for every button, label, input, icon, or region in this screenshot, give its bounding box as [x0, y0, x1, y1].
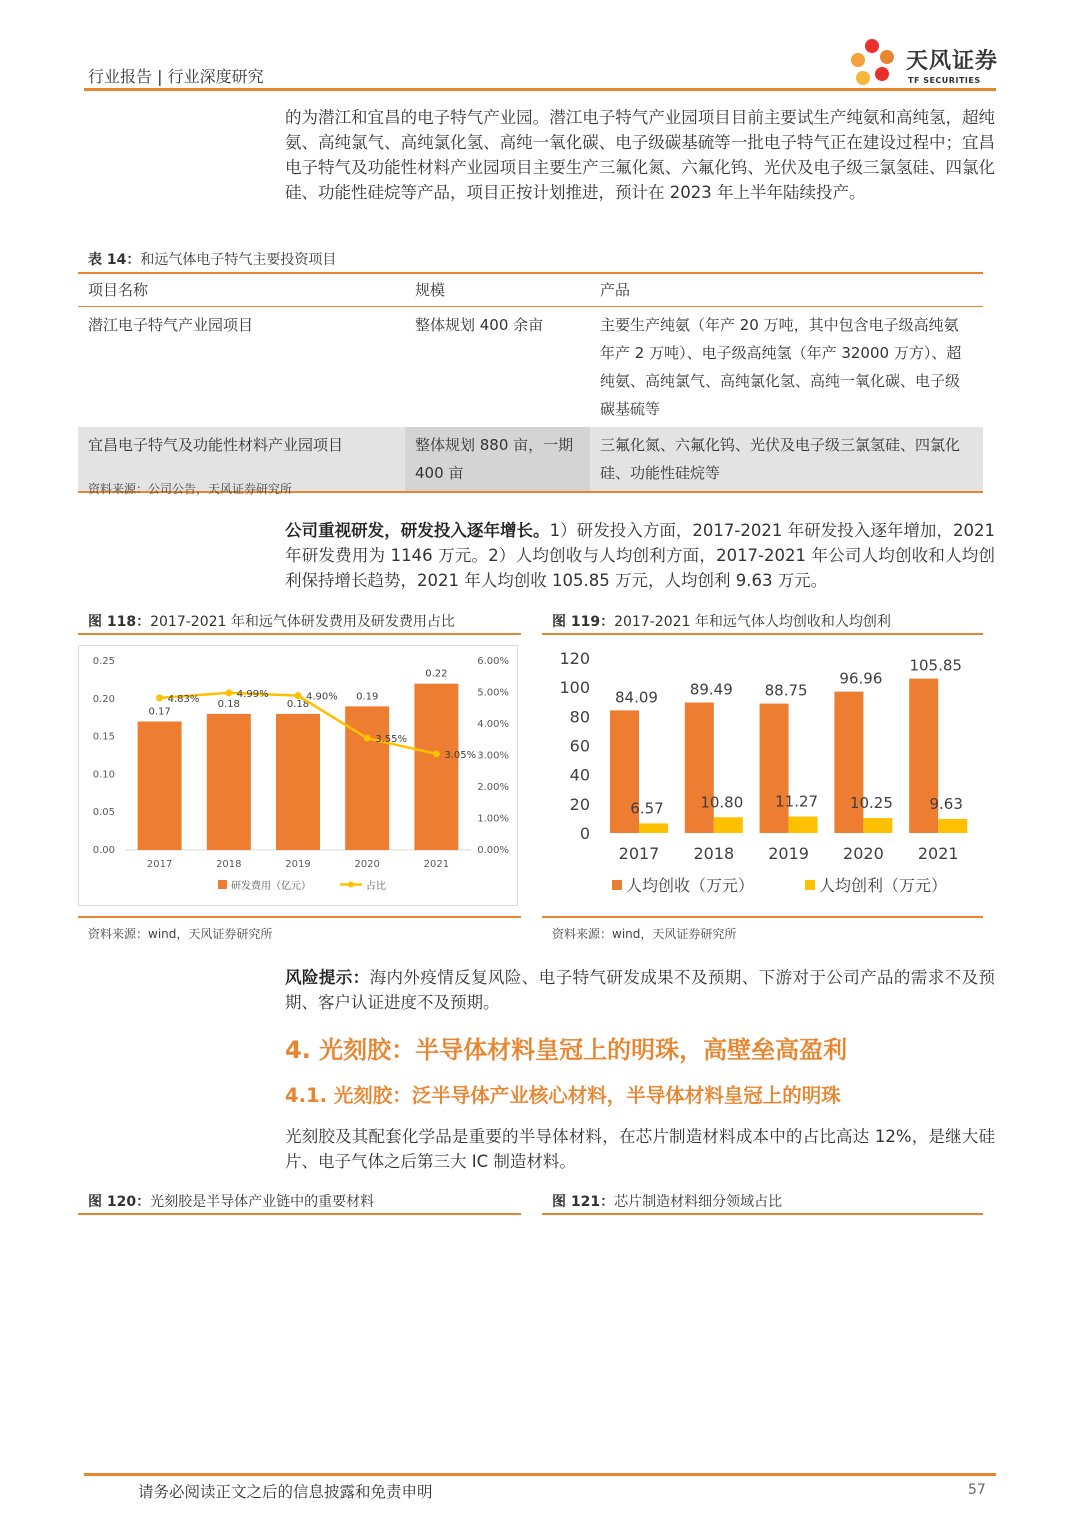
x-axis-tick: 2019 — [768, 844, 809, 863]
fig118-caption — [88, 611, 455, 631]
bar-value-label: 0.22 — [425, 668, 448, 680]
fig119-source: 资料来源：wind，天风证券研究所 — [552, 927, 737, 941]
bar-value-label: 0.17 — [148, 706, 171, 718]
x-axis-tick: 2018 — [216, 859, 242, 870]
fig121-caption-text: 芯片制造材料细分领域占比 — [614, 1194, 783, 1210]
table14-caption — [88, 249, 336, 269]
table-cell: 整体规划 880 亩，一期 400 亩 — [405, 427, 590, 492]
legend-revenue-swatch — [612, 880, 622, 890]
right-axis-tick: 6.00% — [477, 656, 509, 667]
section-heading-4: 4. 光刻胶：半导体材料皇冠上的明珠，高壁垒高盈利 — [285, 1036, 848, 1064]
fig118-bottom-rule — [78, 916, 521, 918]
fig118-caption-label: 图 118： — [88, 614, 151, 630]
fig118-rule — [78, 633, 521, 635]
ratio-value-label: 4.99% — [236, 688, 269, 700]
ratio-value-label: 3.05% — [444, 749, 477, 761]
revenue-value-label: 105.85 — [909, 656, 962, 675]
legend-bar-swatch — [218, 880, 227, 889]
bar-value-label: 0.18 — [217, 698, 240, 710]
profit-value-label: 10.80 — [700, 793, 744, 812]
header-breadcrumb: 行业报告 | 行业深度研究 — [88, 67, 264, 86]
legend-line-label: 占比 — [366, 881, 386, 892]
left-axis-tick: 0.25 — [92, 656, 115, 667]
x-axis-tick: 2020 — [843, 844, 884, 863]
profit-bar — [714, 817, 743, 833]
x-axis-tick: 2021 — [423, 859, 450, 870]
fig119-caption-label: 图 119： — [552, 614, 615, 630]
profit-bar — [938, 819, 967, 833]
bar-value-label: 0.18 — [286, 698, 310, 710]
table14-caption-label: 表 14： — [88, 252, 141, 268]
x-axis-tick: 2020 — [354, 859, 380, 870]
right-axis-tick: 2.00% — [477, 782, 509, 793]
per-capita-chart — [542, 645, 982, 910]
fig121-rule — [542, 1213, 983, 1215]
x-axis-tick: 2017 — [146, 859, 173, 870]
ratio-point — [364, 735, 371, 742]
fig119-caption-text: 2017-2021 年和远气体人均创收和人均创利 — [614, 614, 891, 630]
logo-english-name: TF SECURITIES — [908, 76, 981, 85]
ratio-point — [433, 750, 440, 757]
ratio-point — [295, 692, 302, 699]
y-axis-tick: 100 — [559, 678, 590, 698]
right-axis-tick: 3.00% — [477, 750, 509, 762]
right-axis-tick: 1.00% — [477, 813, 509, 825]
x-axis-tick: 2021 — [917, 844, 959, 863]
fig121-caption-label: 图 121： — [552, 1194, 615, 1210]
rd-paragraph-lead: 公司重视研发，研发投入逐年增长。 — [285, 521, 550, 540]
logo-chinese-name: 天风证券 — [906, 49, 999, 74]
fig119-bottom-rule — [542, 916, 983, 918]
fig120-caption — [88, 1191, 374, 1211]
profit-value-label: 10.25 — [849, 794, 893, 813]
table-header-cell: 项目名称 — [78, 273, 405, 307]
rd-expense-chart — [78, 645, 518, 907]
revenue-value-label: 89.49 — [689, 680, 733, 699]
table14-caption-text: 和远气体电子特气主要投资项目 — [140, 252, 337, 268]
x-axis-tick: 2018 — [693, 844, 735, 863]
section-heading-4-1: 4.1. 光刻胶：泛半导体产业核心材料，半导体材料皇冠上的明珠 — [285, 1084, 841, 1107]
legend-bar-label: 研发费用（亿元） — [231, 881, 311, 892]
legend-profit-swatch — [805, 880, 815, 890]
y-axis-tick: 0 — [579, 824, 590, 843]
profit-bar — [789, 817, 818, 833]
table14-source: 资料来源：公司公告，天风证券研究所 — [88, 482, 293, 496]
revenue-bar — [760, 704, 789, 833]
revenue-value-label: 96.96 — [839, 669, 883, 688]
flower-logo-icon — [848, 36, 906, 92]
fig119-rule — [542, 633, 983, 635]
revenue-bar — [685, 702, 714, 833]
table-cell: 整体规划 400 余亩 — [415, 316, 544, 334]
intro-paragraph: 的为潜江和宜昌的电子特气产业园。潜江电子特气产业园项目目前主要试生产纯氨和高纯氢，超纯氨、高纯氯气、高纯氯化氢、高纯一氧化碳、电子级碳基硫等一批电子特气正在建设过程中；宜昌电子特气及功能性材料产业园项目主要生产三氟化氮、六氟化钨、光伏及电子级三氯氢硅、四氯化硅、功能性硅烷等产品，项目正按计划推进，预计在 2023 年上半年陆续投产。 — [285, 108, 995, 202]
footer-rule — [84, 1473, 996, 1476]
photoresist-paragraph: 光刻胶及其配套化学品是重要的半导体材料，在芯片制造材料成本中的占比高达 12%，是继大硅片、电子气体之后第三大 IC 制造材料。 — [285, 1127, 995, 1171]
risk-paragraph — [285, 965, 995, 1015]
bar — [414, 684, 458, 850]
y-axis-tick: 120 — [559, 649, 590, 668]
table-cell: 宜昌电子特气及功能性材料产业园项目 — [78, 427, 405, 492]
ratio-value-label: 4.83% — [167, 693, 200, 705]
profit-value-label: 9.63 — [929, 794, 963, 813]
bar — [276, 714, 320, 850]
table-header-row — [78, 273, 983, 307]
fig120-caption-label: 图 120： — [88, 1194, 151, 1210]
ratio-value-label: 4.90% — [306, 691, 338, 703]
revenue-value-label: 88.75 — [764, 681, 808, 700]
left-axis-tick: 0.20 — [92, 693, 115, 705]
y-axis-tick: 20 — [569, 794, 590, 814]
profit-bar — [863, 818, 892, 833]
profit-value-label: 11.27 — [775, 792, 819, 811]
table-cell: 主要生产纯氨（年产 20 万吨，其中包含电子级高纯氨年产 2 万吨）、电子级高纯氢（年产 32000 万方）、超纯氨、高纯氯气、高纯氯化氢、高纯一氧化碳、电子级碳基硫等 — [600, 316, 962, 418]
fig121-caption — [552, 1191, 782, 1211]
rd-paragraph — [285, 518, 995, 593]
profit-value-label: 6.57 — [630, 799, 664, 818]
left-axis-tick: 0.15 — [92, 731, 115, 743]
ratio-point — [156, 694, 163, 701]
bar — [138, 721, 182, 850]
table-row — [78, 307, 983, 428]
footer-disclaimer: 请务必阅读正文之后的信息披露和免责申明 — [138, 1483, 433, 1501]
right-axis-tick: 4.00% — [477, 719, 509, 730]
table-header-cell: 产品 — [590, 273, 983, 307]
right-axis-tick: 5.00% — [477, 687, 509, 699]
fig118-caption-text: 2017-2021 年和远气体研发费用及研发费用占比 — [150, 614, 455, 630]
table-header-cell: 规模 — [405, 273, 590, 307]
fig120-rule — [78, 1213, 521, 1215]
ratio-value-label: 3.55% — [375, 734, 407, 746]
legend-line-marker — [348, 882, 354, 888]
fig120-caption-text: 光刻胶是半导体产业链中的重要材料 — [150, 1194, 375, 1210]
bar-value-label: 0.19 — [356, 691, 379, 703]
left-axis-tick: 0.05 — [92, 807, 115, 819]
right-axis-tick: 0.00% — [477, 845, 509, 856]
legend-profit-label: 人均创利（万元） — [819, 876, 948, 895]
revenue-value-label: 84.09 — [615, 688, 658, 707]
risk-label: 风险提示： — [285, 968, 370, 987]
y-axis-tick: 60 — [569, 736, 590, 756]
x-axis-tick: 2019 — [285, 859, 311, 870]
company-logo — [848, 36, 1008, 92]
profit-bar — [639, 823, 668, 833]
ratio-point — [225, 689, 232, 696]
fig119-caption — [552, 611, 891, 631]
page-number: 57 — [968, 1482, 986, 1498]
y-axis-tick: 40 — [569, 765, 590, 785]
risk-text: 海内外疫情反复风险、电子特气研发成果不及预期、下游对于公司产品的需求不及预期、客户认证进度不及预期。 — [285, 968, 996, 1012]
table-cell: 潜江电子特气产业园项目 — [88, 316, 254, 334]
table-cell: 三氟化氮、六氟化钨、光伏及电子级三氯氢硅、四氯化硅、功能性硅烷等 — [590, 427, 983, 492]
legend-revenue-label: 人均创收（万元） — [626, 876, 755, 895]
x-axis-tick: 2017 — [618, 844, 660, 863]
y-axis-tick: 80 — [569, 707, 590, 727]
fig118-source: 资料来源：wind，天风证券研究所 — [88, 927, 273, 941]
left-axis-tick: 0.00 — [92, 845, 115, 856]
left-axis-tick: 0.10 — [92, 769, 115, 781]
bar — [207, 714, 251, 850]
rd-paragraph-text: 1）研发投入方面，2017-2021 年研发投入逐年增加，2021 年研发费用为 1146 万元。2）人均创收与人均创利方面，2017-2021 年公司人均创收和人均创利保持增长趋势，2021 年人均创收 105.85 万元，人均创利 9.63 万元。 — [285, 521, 996, 590]
investment-projects-table — [78, 272, 983, 493]
